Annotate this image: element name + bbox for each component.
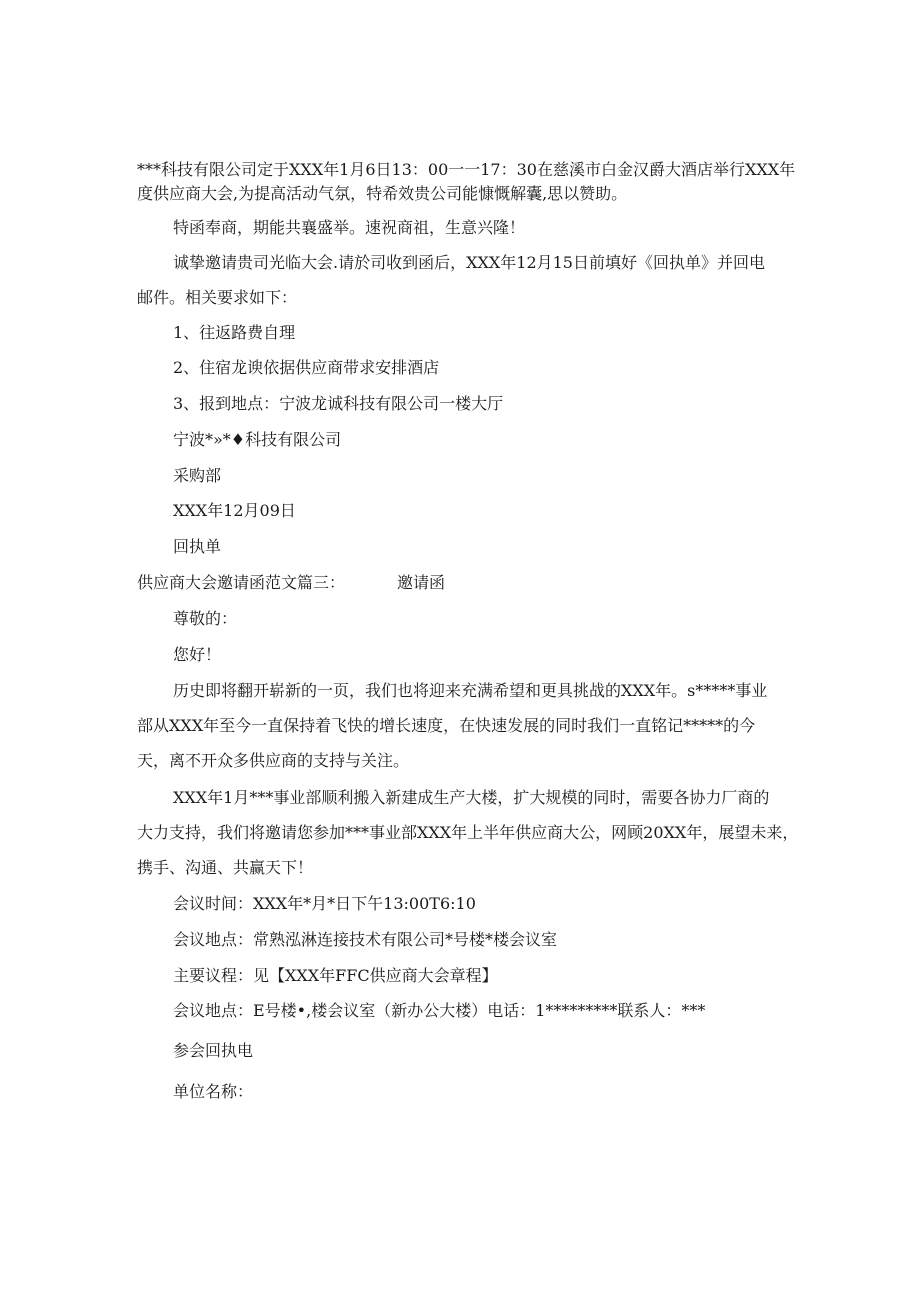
requirement-item: 1、往返路费自理 — [173, 323, 296, 342]
paragraph-1-line-1: ***科技有限公司定于XXX年1月6日13：00一一17：30在慈溪市白金汉爵大酒店举行XXX年 — [137, 160, 796, 179]
meeting-place: 会议地点：常熟泓淋连接技术有限公司*号楼*楼会议室 — [173, 930, 558, 949]
receipt-label: 回执单 — [173, 537, 222, 556]
unit-name-field-label: 单位名称： — [173, 1082, 254, 1101]
section-heading: 供应商大会邀请函范文篇三： — [137, 573, 346, 592]
paragraph-4-line-2: 部从XXX年至今一直保持着飞快的增长速度，在快速发展的同时我们一直铭记*****的今 — [137, 716, 756, 735]
paragraph-4-line-1: 历史即将翻开崭新的一页，我们也将迎来充满希望和更具挑战的XXX年。s*****事业 — [173, 681, 768, 700]
greeting: 您好！ — [173, 645, 222, 664]
paragraph-5-line-1: XXX年1月***事业部顺利搬入新建成生产大楼，扩大规模的同时，需要各协力厂商的 — [173, 788, 770, 807]
requirement-item: 3、报到地点：宁波龙诚科技有限公司一楼大厅 — [173, 394, 504, 413]
agenda: 主要议程：见【XXX年FFC供应商大会章程】 — [173, 966, 498, 985]
section-subtitle: 邀请函 — [397, 573, 446, 592]
meeting-place-2: 会议地点：E号楼•,楼会议室（新办公大楼）电话：1*********联系人：*** — [173, 1001, 706, 1020]
meeting-time: 会议时间：XXX年*月*日下午13:00T6:10 — [173, 894, 476, 913]
paragraph-2: 特函奉商，期能共襄盛举。速祝商祖，生意兴隆！ — [173, 218, 526, 237]
paragraph-1-line-2: 度供应商大会,为提高活动气氛，特希效贵公司能慷慨解囊,思以赞助。 — [137, 184, 628, 203]
paragraph-5-line-2: 大力支持，我们将邀请您参加***事业部XXX年上半年供应商大公，网顾20XX年，展望未来， — [137, 823, 799, 842]
department: 采购部 — [173, 466, 222, 485]
paragraph-3-line-2: 邮件。相关要求如下： — [137, 288, 298, 307]
paragraph-4-line-3: 天，离不开众多供应商的支持与关注。 — [137, 751, 410, 770]
paragraph-3-line-1: 诚挚邀请贵司光临大会.请於司收到函后，XXX年12月15日前填好《回执单》并回电 — [173, 253, 765, 272]
paragraph-5-line-3: 携手、沟通、共赢天下！ — [137, 858, 314, 877]
salutation: 尊敬的： — [173, 609, 238, 628]
date: XXX年12月09日 — [173, 501, 296, 520]
requirement-item: 2、住宿龙谀依据供应商带求安排酒店 — [173, 358, 440, 377]
company-name: 宁波*»*♦科技有限公司 — [173, 430, 342, 449]
reply-label: 参会回执电 — [173, 1041, 254, 1060]
